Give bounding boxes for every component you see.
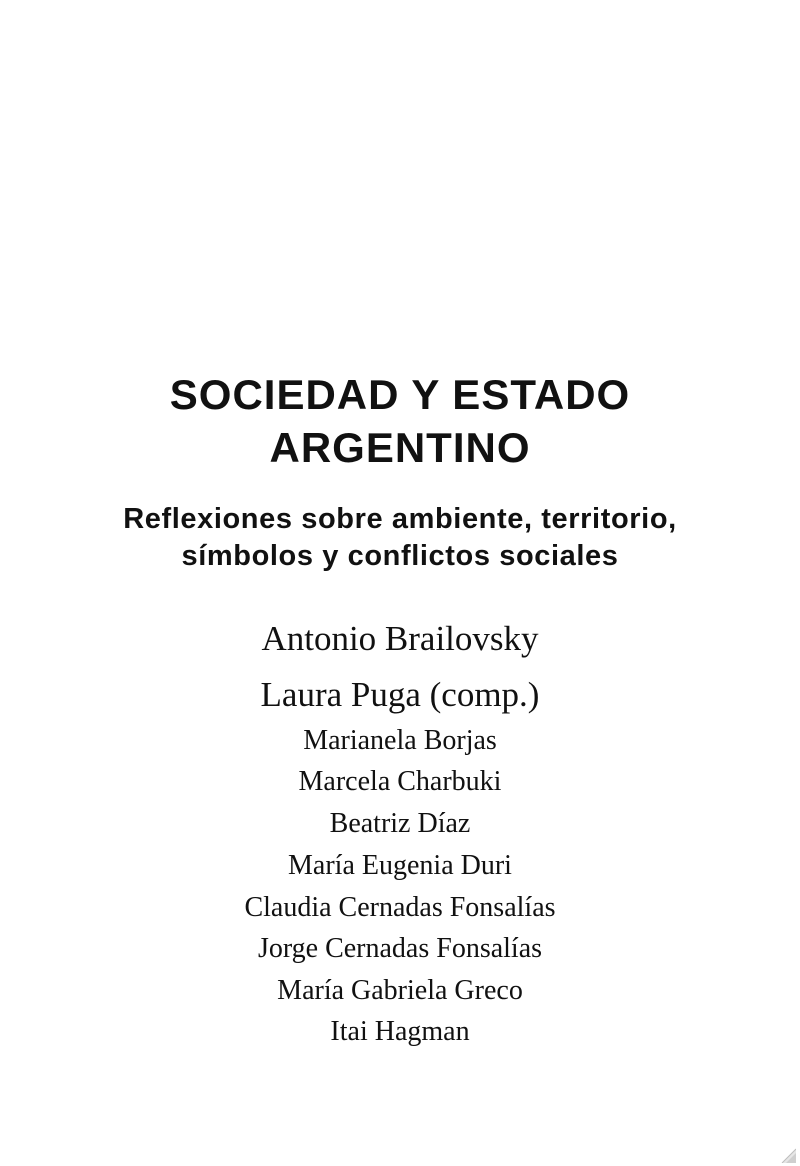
lead-author: Antonio Brailovsky (261, 619, 539, 658)
page-curl-icon (780, 1147, 796, 1163)
contributor-author: María Eugenia Duri (288, 850, 512, 881)
contributor-author: Claudia Cernadas Fonsalías (244, 892, 556, 923)
book-subtitle-line-2: símbolos y conflictos sociales (181, 540, 619, 572)
book-title-line-1: SOCIEDAD Y ESTADO (169, 371, 631, 418)
book-subtitle-line-1: Reflexiones sobre ambiente, territorio, (123, 503, 677, 535)
contributor-author: María Gabriela Greco (277, 975, 523, 1006)
lead-author: Laura Puga (comp.) (260, 675, 540, 714)
contributor-author: Marianela Borjas (303, 725, 497, 756)
contributor-author: Marcela Charbuki (298, 766, 502, 797)
book-title-line-2: ARGENTINO (269, 424, 531, 471)
contributor-author: Jorge Cernadas Fonsalías (257, 933, 543, 964)
contributor-author: Beatriz Díaz (329, 808, 471, 839)
contributor-author: Itai Hagman (330, 1016, 470, 1047)
